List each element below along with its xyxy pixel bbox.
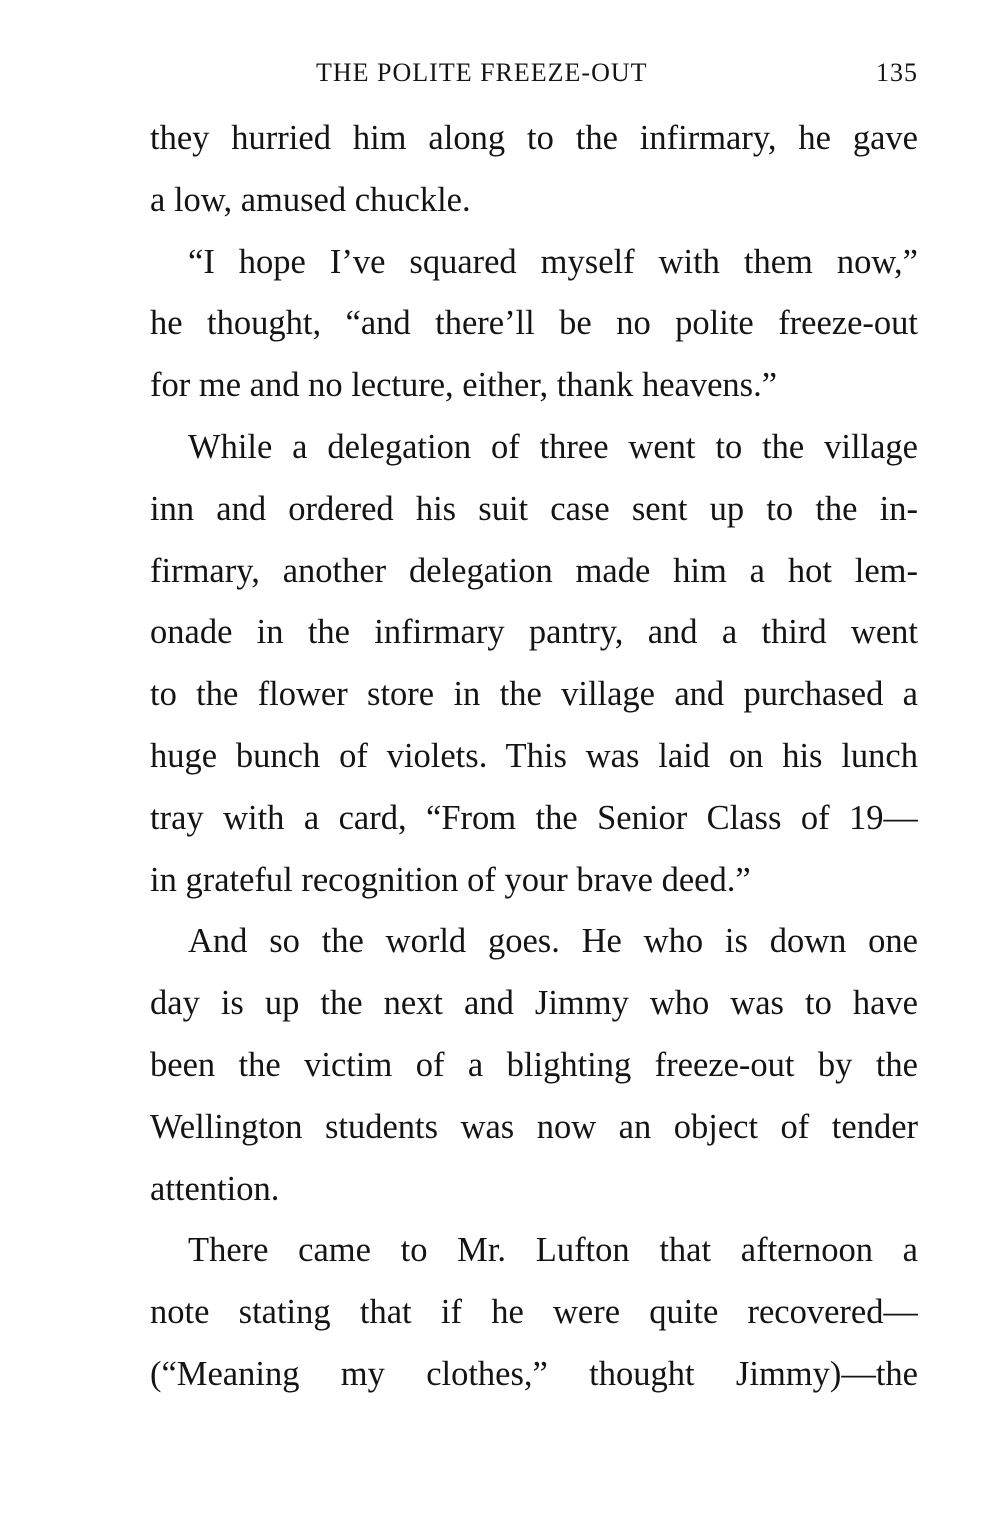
text-line: they hurried him along to the infirmary, he gave <box>150 119 918 157</box>
page-number: 135 <box>876 58 918 87</box>
text-line: he thought, “and there’ll be no polite freeze-out <box>150 304 918 343</box>
running-head <box>150 58 918 98</box>
text-line: in grateful recognition of your brave deed.” <box>150 860 751 899</box>
text-line: huge bunch of violets. This was laid on his lunch <box>150 736 918 775</box>
text-line: onade in the infirmary pantry, and a third went <box>150 613 918 652</box>
text-line: inn and ordered his suit case sent up to the in- <box>150 489 918 528</box>
text-line: to the flower store in the village and purchased a <box>150 675 918 714</box>
text-line: firmary, another delegation made him a hot lem- <box>150 551 918 590</box>
text-line: While a delegation of three went to the village <box>188 427 918 466</box>
body-text <box>150 108 918 1406</box>
text-line: tray with a card, “From the Senior Class of 19— <box>150 798 918 837</box>
text-line: been the victim of a blighting freeze-out by the <box>150 1045 918 1084</box>
running-title: THE POLITE FREEZE-OUT <box>316 58 648 87</box>
text-line: note stating that if he were quite recovered— <box>150 1293 918 1332</box>
text-line: a low, amused chuckle. <box>150 180 471 219</box>
text-line: Wellington students was now an object of tender <box>150 1107 918 1146</box>
text-line: day is up the next and Jimmy who was to have <box>150 984 918 1023</box>
text-line: And so the world goes. He who is down one <box>188 922 918 961</box>
text-line: There came to Mr. Lufton that afternoon a <box>188 1231 918 1270</box>
text-line: for me and no lecture, either, thank heavens.” <box>150 366 778 405</box>
text-line: “I hope I’ve squared myself with them now,” <box>188 242 918 281</box>
text-line: (“Meaning my clothes,” thought Jimmy)—the <box>150 1354 918 1393</box>
text-line: attention. <box>150 1169 280 1208</box>
